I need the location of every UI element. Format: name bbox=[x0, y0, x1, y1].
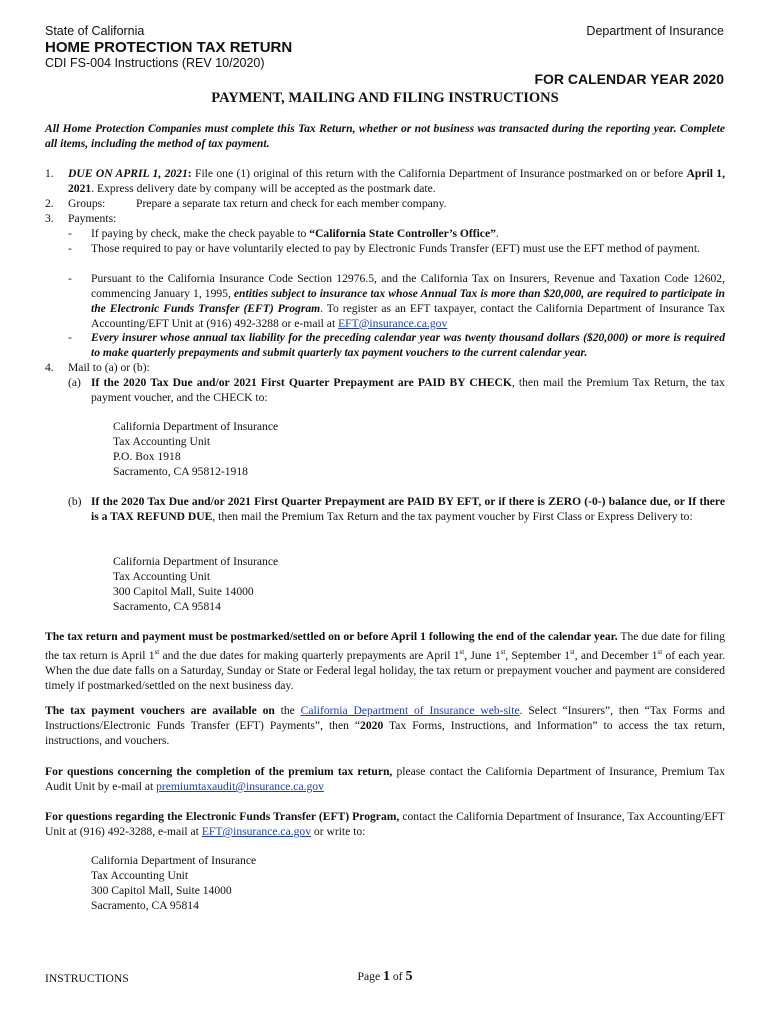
page-title: PAYMENT, MAILING AND FILING INSTRUCTIONS bbox=[211, 90, 559, 106]
item-number: 4. bbox=[45, 361, 54, 374]
vouchers-bold: The tax payment vouchers are available on bbox=[45, 704, 275, 717]
current-page: 1 bbox=[382, 969, 390, 984]
text: , June 1 bbox=[464, 648, 501, 662]
address-check bbox=[113, 420, 278, 480]
questions-bold: For questions regarding the Electronic Funds Transfer (EFT) Program, bbox=[45, 810, 400, 823]
address-line: 300 Capitol Mall, Suite 14000 bbox=[113, 584, 254, 598]
intro-text: All Home Protection Companies must complete this Tax Return, whether or not business was transacted during the reporting year. Complete all items, including the method of tax payment. bbox=[45, 122, 725, 150]
due-date-bold: The tax return and payment must be postmarked/settled on or before April 1 following the end of the calendar year. bbox=[45, 630, 618, 643]
text: File one (1) original of this return with the California Department of Insurance postmarked on or before bbox=[191, 167, 687, 180]
text: contact the California Department of Insurance, Tax Accounting/EFT Unit at (916) 492-3288, e-mail at bbox=[45, 810, 725, 838]
text: . To register as an EFT taxpayer, contact the California Department of Insurance Tax Accounting/EFT Unit at (916) 492-3288 or e-mail at bbox=[91, 301, 725, 330]
item-due-date bbox=[68, 167, 725, 197]
payment-eft-note: Those required to pay or have voluntarily elected to pay by Electronic Funds Transfer (EFT) must use the EFT method of payment. bbox=[91, 242, 700, 255]
text: or write to: bbox=[311, 824, 366, 838]
due-date-bold: April 1, 2021 bbox=[68, 167, 725, 195]
text: If paying by check, make the check payable to bbox=[91, 227, 310, 240]
text: , then mail the Premium Tax Return, the tax payment voucher, and the CHECK to: bbox=[91, 376, 725, 404]
address-line: Sacramento, CA 95812-1918 bbox=[113, 464, 248, 478]
option-a-bold: If the 2020 Tax Due and/or 2021 First Quarter Prepayment are PAID BY CHECK bbox=[91, 376, 512, 389]
groups-label: Groups: bbox=[68, 197, 106, 210]
ordinal: st bbox=[154, 647, 160, 656]
premium-tax-questions bbox=[45, 765, 725, 795]
eft-email-link[interactable]: EFT@insurance.ca.gov bbox=[201, 824, 312, 838]
form-id: CDI FS-004 Instructions (REV 10/2020) bbox=[45, 56, 265, 70]
groups-text: Prepare a separate tax return and check for each member company. bbox=[136, 197, 447, 210]
item-number: 1. bbox=[45, 167, 54, 180]
footer-label: INSTRUCTIONS bbox=[45, 972, 129, 985]
option-b-text bbox=[91, 495, 725, 525]
text: the bbox=[274, 704, 301, 717]
ordinal: st bbox=[570, 647, 575, 656]
total-pages: 5 bbox=[405, 969, 413, 984]
page-word: Page bbox=[357, 970, 383, 983]
state-label: State of California bbox=[45, 24, 145, 38]
text: , September 1 bbox=[505, 648, 571, 662]
questions-bold: For questions concerning the completion of the premium tax return, bbox=[45, 765, 393, 778]
text: Pursuant to the California Insurance Code Section 12976.5, and the California Tax on Insurers, Revenue and Taxation Code 12602, commencing January 1, 1995, bbox=[91, 272, 725, 300]
bullet-dash: - bbox=[68, 242, 72, 255]
text: . bbox=[495, 227, 499, 240]
text: of each year. When the due date falls on a Saturday, Sunday or State or Federal legal holiday, the tax return or prepayment voucher and payment are considered timely if postmarked/settled on the next business day. bbox=[45, 648, 726, 692]
payments-label: Payments: bbox=[68, 212, 117, 225]
cdi-website-link[interactable]: California Department of Insurance web-site bbox=[300, 704, 520, 717]
payee-name: “California State Controller’s Office” bbox=[309, 227, 496, 240]
option-a-text bbox=[91, 376, 725, 406]
address-contact bbox=[91, 854, 256, 914]
mail-to-label: Mail to (a) or (b): bbox=[68, 361, 150, 374]
text: , then mail the Premium Tax Return and the tax payment voucher by First Class or Express Delivery to: bbox=[212, 509, 693, 523]
year-bold: 2020 bbox=[360, 718, 384, 732]
item-number: 3. bbox=[45, 212, 54, 225]
premium-tax-email-link[interactable]: premiumtaxaudit@insurance.ca.gov bbox=[156, 779, 324, 793]
address-line: P.O. Box 1918 bbox=[113, 449, 181, 463]
payment-check-note bbox=[91, 227, 725, 242]
option-b-label: (b) bbox=[68, 495, 82, 508]
address-line: California Department of Insurance bbox=[91, 854, 257, 867]
option-a-label: (a) bbox=[68, 376, 81, 389]
address-line: Tax Accounting Unit bbox=[113, 569, 211, 583]
text: and the due dates for making quarterly prepayments are April 1 bbox=[159, 648, 460, 662]
address-line: Tax Accounting Unit bbox=[113, 434, 211, 448]
address-line: California Department of Insurance bbox=[113, 555, 279, 568]
bullet-dash: - bbox=[68, 331, 72, 344]
ordinal: st bbox=[657, 647, 663, 656]
address-line: Sacramento, CA 95814 bbox=[113, 599, 221, 613]
colon: : bbox=[187, 167, 192, 180]
option-b-bold: If the 2020 Tax Due and/or 2021 First Quarter Prepayment are PAID BY EFT, or if there is ZERO (-0-) balance due, or If there is a TAX REFUND DUE bbox=[91, 495, 725, 523]
department-label: Department of Insurance bbox=[586, 24, 724, 38]
text: . Select “Insurers”, then “Tax Forms and Instructions/Electronic Funds Transfer (EFT) Payments”, then “ bbox=[45, 704, 725, 732]
text: please contact the California Department of Insurance, Premium Tax Audit Unit by e-mail at bbox=[45, 765, 725, 793]
eft-questions bbox=[45, 810, 725, 840]
page-number bbox=[0, 969, 770, 985]
item-number: 2. bbox=[45, 197, 54, 210]
address-eft bbox=[113, 555, 278, 615]
bullet-dash: - bbox=[68, 227, 72, 240]
payment-code-note bbox=[91, 272, 725, 332]
eft-email-link[interactable]: EFT@insurance.ca.gov bbox=[338, 316, 448, 330]
text: . Express delivery date by company will be accepted as the postmark date. bbox=[91, 181, 436, 195]
due-date-paragraph bbox=[45, 630, 725, 693]
eft-requirement: entities subject to insurance tax whose Annual Tax is more than $20,000, are required to participate in the Electronic Funds Transfer (EFT) Program bbox=[91, 286, 725, 315]
address-line: 300 Capitol Mall, Suite 14000 bbox=[91, 883, 232, 897]
due-date-label: DUE ON APRIL 1, 2021 bbox=[68, 167, 188, 180]
bullet-dash: - bbox=[68, 272, 72, 285]
calendar-year: FOR CALENDAR YEAR 2020 bbox=[534, 71, 724, 87]
ordinal: st bbox=[500, 647, 506, 656]
text: , and December 1 bbox=[574, 648, 658, 662]
address-line: California Department of Insurance bbox=[113, 420, 279, 433]
of-word: of bbox=[389, 970, 406, 983]
quarterly-prepayment-note: Every insurer whose annual tax liability for the preceding calendar year was twenty thousand dollars ($20,000) or more is required to make quarterly prepayments and submit quarterly tax payment vouchers to the current calendar year. bbox=[91, 331, 725, 359]
address-line: Sacramento, CA 95814 bbox=[91, 898, 199, 912]
text: The due date for filing the tax return is April 1 bbox=[45, 630, 726, 662]
ordinal: st bbox=[459, 647, 465, 656]
text: Tax Forms, Instructions, and Information” to access the tax return, instructions, and vouchers. bbox=[45, 718, 725, 747]
form-title: HOME PROTECTION TAX RETURN bbox=[45, 39, 293, 56]
address-line: Tax Accounting Unit bbox=[91, 868, 189, 882]
vouchers-paragraph bbox=[45, 704, 725, 749]
